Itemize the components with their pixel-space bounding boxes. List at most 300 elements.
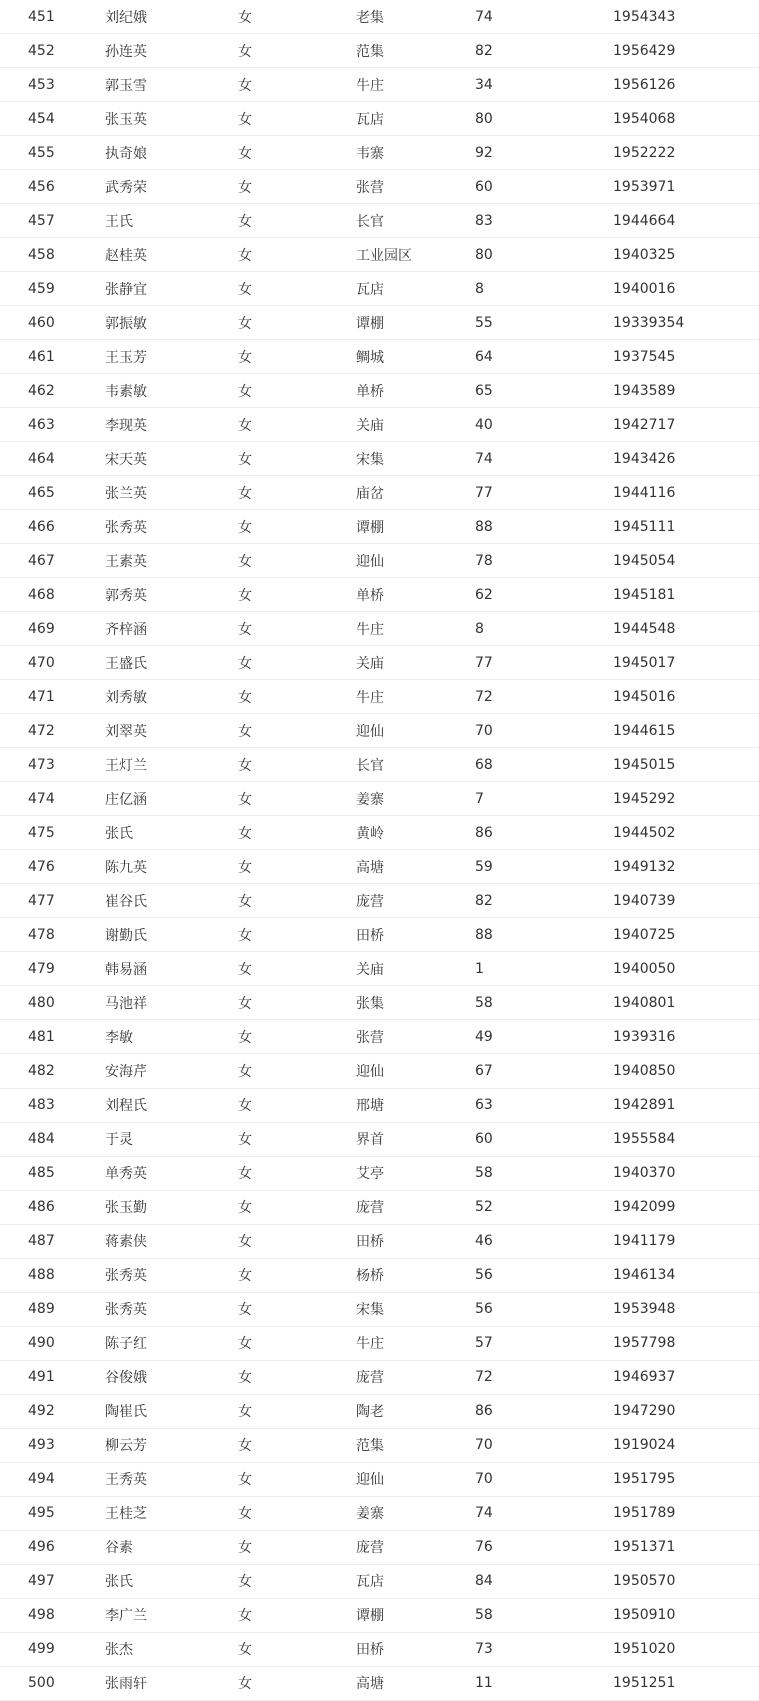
cell-id: 1952222	[613, 144, 676, 161]
cell-id: 1944502	[613, 824, 676, 841]
cell-age: 34	[475, 76, 493, 93]
cell-id: 1945016	[613, 688, 676, 705]
cell-no: 452	[28, 42, 55, 59]
cell-sex: 女	[238, 349, 252, 366]
cell-id: 19339354	[613, 314, 685, 331]
cell-id: 1942717	[613, 416, 676, 433]
cell-sex: 女	[238, 1098, 252, 1114]
cell-name: 王桂芝	[105, 1506, 147, 1523]
cell-no: 458	[28, 246, 55, 263]
cell-sex: 女	[238, 587, 252, 604]
table-row	[0, 306, 759, 340]
cell-id: 1937545	[613, 348, 676, 365]
cell-sex: 女	[238, 553, 252, 570]
cell-name: 谷俊娥	[105, 1370, 147, 1387]
cell-id: 1953971	[613, 178, 676, 195]
cell-id: 1940325	[613, 246, 676, 263]
cell-town: 单桥	[356, 587, 384, 604]
table-row	[0, 544, 759, 578]
table-row	[0, 680, 759, 714]
cell-town: 姜寨	[356, 1506, 384, 1523]
cell-age: 63	[475, 1097, 493, 1113]
cell-age: 65	[475, 382, 493, 399]
table-row	[0, 918, 759, 952]
cell-sex: 女	[238, 1370, 252, 1387]
cell-no: 453	[28, 76, 55, 93]
cell-id: 1944664	[613, 212, 676, 229]
cell-age: 52	[475, 1199, 493, 1216]
cell-sex: 女	[238, 1676, 252, 1693]
table-row	[0, 1531, 759, 1565]
cell-id: 1942099	[613, 1199, 676, 1216]
cell-name: 王玉芳	[105, 349, 147, 366]
cell-id: 1943426	[613, 450, 676, 467]
cell-no: 480	[28, 994, 55, 1011]
cell-sex: 女	[238, 655, 252, 672]
table-row	[0, 1599, 759, 1633]
cell-town: 高塘	[356, 859, 384, 876]
cell-sex: 女	[238, 1608, 252, 1625]
table-row	[0, 578, 759, 612]
cell-sex: 女	[238, 757, 252, 774]
cell-no: 464	[28, 450, 55, 467]
cell-sex: 女	[238, 451, 252, 468]
cell-id: 1950570	[613, 1573, 676, 1590]
cell-no: 473	[28, 756, 55, 773]
table-row	[0, 1225, 759, 1259]
cell-town: 邢塘	[356, 1098, 384, 1114]
table-row	[0, 1361, 759, 1395]
cell-name: 庄亿涵	[105, 791, 147, 808]
cell-town: 迎仙	[356, 1472, 384, 1489]
cell-no: 496	[28, 1539, 55, 1556]
cell-town: 杨桥	[356, 1268, 384, 1285]
cell-name: 刘程氏	[105, 1098, 147, 1114]
table-row	[0, 204, 759, 238]
cell-id: 1940725	[613, 926, 676, 943]
cell-town: 范集	[356, 1438, 384, 1455]
table-row	[0, 1191, 759, 1225]
cell-no: 455	[28, 144, 55, 161]
cell-name: 赵桂英	[105, 247, 147, 264]
table-row	[0, 1054, 759, 1088]
cell-id: 1940801	[613, 994, 676, 1011]
cell-age: 84	[475, 1573, 493, 1590]
cell-age: 55	[475, 314, 493, 331]
cell-town: 长官	[356, 213, 384, 230]
cell-no: 482	[28, 1062, 55, 1079]
cell-name: 陈九英	[105, 859, 147, 876]
cell-sex: 女	[238, 315, 252, 332]
table-row	[0, 170, 759, 204]
cell-id: 1944116	[613, 484, 676, 501]
table-row	[0, 1429, 759, 1463]
cell-town: 关庙	[356, 655, 384, 672]
cell-no: 477	[28, 892, 55, 909]
cell-sex: 女	[238, 1472, 252, 1489]
table-row	[0, 1089, 759, 1123]
cell-id: 1943589	[613, 382, 676, 399]
cell-age: 67	[475, 1062, 493, 1079]
cell-sex: 女	[238, 9, 252, 26]
cell-name: 单秀英	[105, 1166, 147, 1183]
cell-age: 92	[475, 144, 493, 161]
cell-no: 457	[28, 212, 55, 229]
cell-name: 谷素	[105, 1540, 133, 1557]
cell-age: 80	[475, 246, 493, 263]
cell-town: 迎仙	[356, 723, 384, 740]
cell-no: 468	[28, 586, 55, 603]
cell-age: 70	[475, 722, 493, 739]
cell-town: 单桥	[356, 383, 384, 400]
cell-name: 李现英	[105, 417, 147, 434]
cell-age: 82	[475, 892, 493, 909]
cell-age: 49	[475, 1028, 493, 1045]
cell-sex: 女	[238, 179, 252, 196]
cell-id: 1940739	[613, 892, 676, 909]
cell-sex: 女	[238, 1132, 252, 1149]
cell-name: 郭秀英	[105, 587, 147, 604]
table-row	[0, 136, 759, 170]
cell-id: 1947290	[613, 1403, 676, 1420]
table-row	[0, 714, 759, 748]
cell-no: 475	[28, 824, 55, 841]
cell-town: 牛庄	[356, 1336, 384, 1353]
cell-no: 476	[28, 858, 55, 875]
cell-age: 1	[475, 960, 484, 977]
cell-no: 462	[28, 382, 55, 399]
cell-name: 张兰英	[105, 485, 147, 502]
table-row	[0, 884, 759, 918]
table-row	[0, 1327, 759, 1361]
cell-sex: 女	[238, 1268, 252, 1285]
cell-age: 74	[475, 8, 493, 25]
cell-town: 张集	[356, 995, 384, 1012]
cell-no: 454	[28, 110, 55, 127]
cell-name: 张氏	[105, 1574, 133, 1591]
cell-town: 姜寨	[356, 791, 384, 808]
cell-age: 56	[475, 1301, 493, 1318]
table-row	[0, 238, 759, 272]
cell-name: 张雨轩	[105, 1676, 147, 1693]
table-row	[0, 1667, 759, 1701]
cell-age: 78	[475, 552, 493, 569]
cell-id: 1939316	[613, 1028, 676, 1045]
cell-town: 庞营	[356, 1370, 384, 1387]
cell-id: 1951795	[613, 1471, 676, 1488]
cell-sex: 女	[238, 621, 252, 638]
cell-sex: 女	[238, 1166, 252, 1183]
cell-town: 田桥	[356, 927, 384, 944]
cell-sex: 女	[238, 1642, 252, 1659]
cell-sex: 女	[238, 1200, 252, 1217]
cell-name: 刘秀敏	[105, 689, 147, 706]
cell-no: 451	[28, 8, 55, 25]
cell-id: 1954068	[613, 110, 676, 127]
cell-sex: 女	[238, 961, 252, 978]
cell-id: 1951789	[613, 1505, 676, 1522]
cell-name: 李广兰	[105, 1608, 147, 1625]
cell-no: 479	[28, 960, 55, 977]
cell-sex: 女	[238, 1438, 252, 1455]
cell-age: 76	[475, 1539, 493, 1556]
cell-sex: 女	[238, 43, 252, 60]
cell-no: 500	[28, 1675, 55, 1692]
cell-town: 瓦店	[356, 1574, 384, 1591]
cell-name: 刘翠英	[105, 723, 147, 740]
cell-name: 马池祥	[105, 995, 147, 1012]
cell-town: 庙岔	[356, 485, 384, 502]
cell-town: 迎仙	[356, 1063, 384, 1080]
cell-name: 郭玉雪	[105, 77, 147, 94]
cell-town: 牛庄	[356, 689, 384, 706]
table-row	[0, 476, 759, 510]
cell-no: 466	[28, 518, 55, 535]
cell-name: 张秀英	[105, 1302, 147, 1319]
cell-sex: 女	[238, 485, 252, 502]
cell-id: 1949132	[613, 858, 676, 875]
cell-id: 1953948	[613, 1301, 676, 1318]
cell-town: 庞营	[356, 893, 384, 910]
cell-id: 1945017	[613, 654, 676, 671]
cell-age: 68	[475, 756, 493, 773]
cell-no: 485	[28, 1165, 55, 1182]
cell-sex: 女	[238, 723, 252, 740]
cell-no: 463	[28, 416, 55, 433]
cell-name: 崔谷氏	[105, 893, 147, 910]
cell-id: 1940850	[613, 1062, 676, 1079]
cell-name: 张玉勤	[105, 1200, 147, 1217]
cell-age: 11	[475, 1675, 493, 1692]
cell-id: 1951020	[613, 1641, 676, 1658]
cell-town: 牛庄	[356, 621, 384, 638]
cell-town: 范集	[356, 43, 384, 60]
cell-name: 张秀英	[105, 519, 147, 536]
cell-name: 王盛氏	[105, 655, 147, 672]
cell-id: 1945292	[613, 790, 676, 807]
table-row	[0, 1633, 759, 1667]
cell-no: 493	[28, 1437, 55, 1454]
cell-age: 59	[475, 858, 493, 875]
cell-sex: 女	[238, 383, 252, 400]
cell-id: 1942891	[613, 1097, 676, 1113]
cell-id: 1951251	[613, 1675, 676, 1692]
cell-no: 495	[28, 1505, 55, 1522]
cell-no: 498	[28, 1607, 55, 1624]
cell-id: 1919024	[613, 1437, 676, 1454]
cell-age: 74	[475, 450, 493, 467]
cell-no: 492	[28, 1403, 55, 1420]
cell-age: 74	[475, 1505, 493, 1522]
cell-name: 陈子红	[105, 1336, 147, 1353]
cell-age: 86	[475, 824, 493, 841]
cell-town: 宋集	[356, 451, 384, 468]
table-row	[0, 1293, 759, 1327]
cell-sex: 女	[238, 1336, 252, 1353]
cell-sex: 女	[238, 893, 252, 910]
cell-name: 李敏	[105, 1029, 133, 1046]
cell-town: 庞营	[356, 1200, 384, 1217]
cell-name: 宋天英	[105, 451, 147, 468]
cell-town: 瓦店	[356, 281, 384, 298]
cell-name: 安海芹	[105, 1063, 147, 1080]
cell-age: 8	[475, 620, 484, 637]
cell-id: 1945054	[613, 552, 676, 569]
cell-sex: 女	[238, 1404, 252, 1421]
cell-no: 465	[28, 484, 55, 501]
cell-sex: 女	[238, 791, 252, 808]
cell-sex: 女	[238, 281, 252, 298]
cell-age: 77	[475, 484, 493, 501]
cell-sex: 女	[238, 213, 252, 230]
table-row	[0, 272, 759, 306]
table-row	[0, 612, 759, 646]
table-row	[0, 1395, 759, 1429]
cell-id: 1940016	[613, 280, 676, 297]
cell-age: 88	[475, 518, 493, 535]
cell-age: 57	[475, 1335, 493, 1352]
table-row	[0, 68, 759, 102]
cell-name: 王秀英	[105, 1472, 147, 1489]
cell-sex: 女	[238, 1063, 252, 1080]
cell-sex: 女	[238, 145, 252, 162]
cell-age: 40	[475, 416, 493, 433]
table-row	[0, 340, 759, 374]
cell-age: 77	[475, 654, 493, 671]
cell-no: 472	[28, 722, 55, 739]
cell-name: 武秀荣	[105, 179, 147, 196]
cell-no: 489	[28, 1301, 55, 1318]
cell-name: 王素英	[105, 553, 147, 570]
cell-no: 497	[28, 1573, 55, 1590]
table-row	[0, 1565, 759, 1599]
table-row	[0, 952, 759, 986]
cell-no: 469	[28, 620, 55, 637]
table-row	[0, 1020, 759, 1054]
cell-sex: 女	[238, 825, 252, 842]
cell-no: 491	[28, 1369, 55, 1386]
cell-id: 1957798	[613, 1335, 676, 1352]
cell-name: 郭振敏	[105, 315, 147, 332]
cell-sex: 女	[238, 1540, 252, 1557]
cell-name: 齐梓涵	[105, 621, 147, 638]
cell-sex: 女	[238, 927, 252, 944]
cell-town: 长官	[356, 757, 384, 774]
cell-town: 高塘	[356, 1676, 384, 1693]
cell-age: 88	[475, 926, 493, 943]
cell-id: 1954343	[613, 8, 676, 25]
cell-age: 58	[475, 1607, 493, 1624]
cell-name: 张玉英	[105, 111, 147, 128]
cell-age: 58	[475, 994, 493, 1011]
cell-name: 张杰	[105, 1642, 133, 1659]
table-row	[0, 1157, 759, 1191]
cell-name: 于灵	[105, 1132, 133, 1149]
cell-sex: 女	[238, 1574, 252, 1591]
cell-town: 黄岭	[356, 825, 384, 842]
table-row	[0, 442, 759, 476]
cell-town: 工业园区	[356, 247, 412, 264]
table-row	[0, 986, 759, 1020]
cell-age: 7	[475, 790, 484, 807]
cell-town: 关庙	[356, 961, 384, 978]
cell-name: 韦素敏	[105, 383, 147, 400]
cell-id: 1945111	[613, 518, 676, 535]
cell-sex: 女	[238, 859, 252, 876]
cell-name: 孙连英	[105, 43, 147, 60]
cell-id: 1940050	[613, 960, 676, 977]
table-row	[0, 1497, 759, 1531]
cell-id: 1955584	[613, 1131, 676, 1148]
cell-town: 张营	[356, 179, 384, 196]
table-row	[0, 510, 759, 544]
cell-sex: 女	[238, 77, 252, 94]
table-row	[0, 102, 759, 136]
cell-town: 庞营	[356, 1540, 384, 1557]
cell-age: 72	[475, 688, 493, 705]
cell-age: 86	[475, 1403, 493, 1420]
cell-no: 456	[28, 178, 55, 195]
cell-name: 刘纪娥	[105, 9, 147, 26]
cell-name: 王氏	[105, 213, 133, 230]
cell-id: 1945015	[613, 756, 676, 773]
table-row	[0, 0, 759, 34]
table-row	[0, 850, 759, 884]
cell-name: 张秀英	[105, 1268, 147, 1285]
cell-no: 467	[28, 552, 55, 569]
cell-town: 迎仙	[356, 553, 384, 570]
cell-id: 1956429	[613, 42, 676, 59]
cell-id: 1940370	[613, 1165, 676, 1182]
table-row	[0, 782, 759, 816]
cell-town: 宋集	[356, 1302, 384, 1319]
cell-name: 执奇娘	[105, 145, 147, 162]
cell-town: 陶老	[356, 1404, 384, 1421]
cell-town: 谭棚	[356, 519, 384, 536]
table-row	[0, 408, 759, 442]
cell-town: 田桥	[356, 1642, 384, 1659]
cell-no: 459	[28, 280, 55, 297]
cell-age: 80	[475, 110, 493, 127]
table-row	[0, 374, 759, 408]
cell-id: 1950910	[613, 1607, 676, 1624]
table-row	[0, 34, 759, 68]
cell-name: 韩易涵	[105, 961, 147, 978]
cell-sex: 女	[238, 1302, 252, 1319]
cell-no: 478	[28, 926, 55, 943]
cell-town: 张营	[356, 1029, 384, 1046]
cell-no: 499	[28, 1641, 55, 1658]
cell-id: 1944548	[613, 620, 676, 637]
cell-name: 张静宜	[105, 281, 147, 298]
cell-no: 481	[28, 1028, 55, 1045]
cell-sex: 女	[238, 1029, 252, 1046]
cell-no: 488	[28, 1267, 55, 1284]
cell-town: 界首	[356, 1132, 384, 1149]
cell-sex: 女	[238, 1506, 252, 1523]
cell-no: 494	[28, 1471, 55, 1488]
cell-no: 461	[28, 348, 55, 365]
cell-age: 56	[475, 1267, 493, 1284]
cell-town: 老集	[356, 9, 384, 26]
cell-age: 70	[475, 1471, 493, 1488]
cell-town: 牛庄	[356, 77, 384, 94]
table-row	[0, 1463, 759, 1497]
cell-age: 72	[475, 1369, 493, 1386]
cell-sex: 女	[238, 519, 252, 536]
cell-age: 60	[475, 178, 493, 195]
cell-sex: 女	[238, 111, 252, 128]
